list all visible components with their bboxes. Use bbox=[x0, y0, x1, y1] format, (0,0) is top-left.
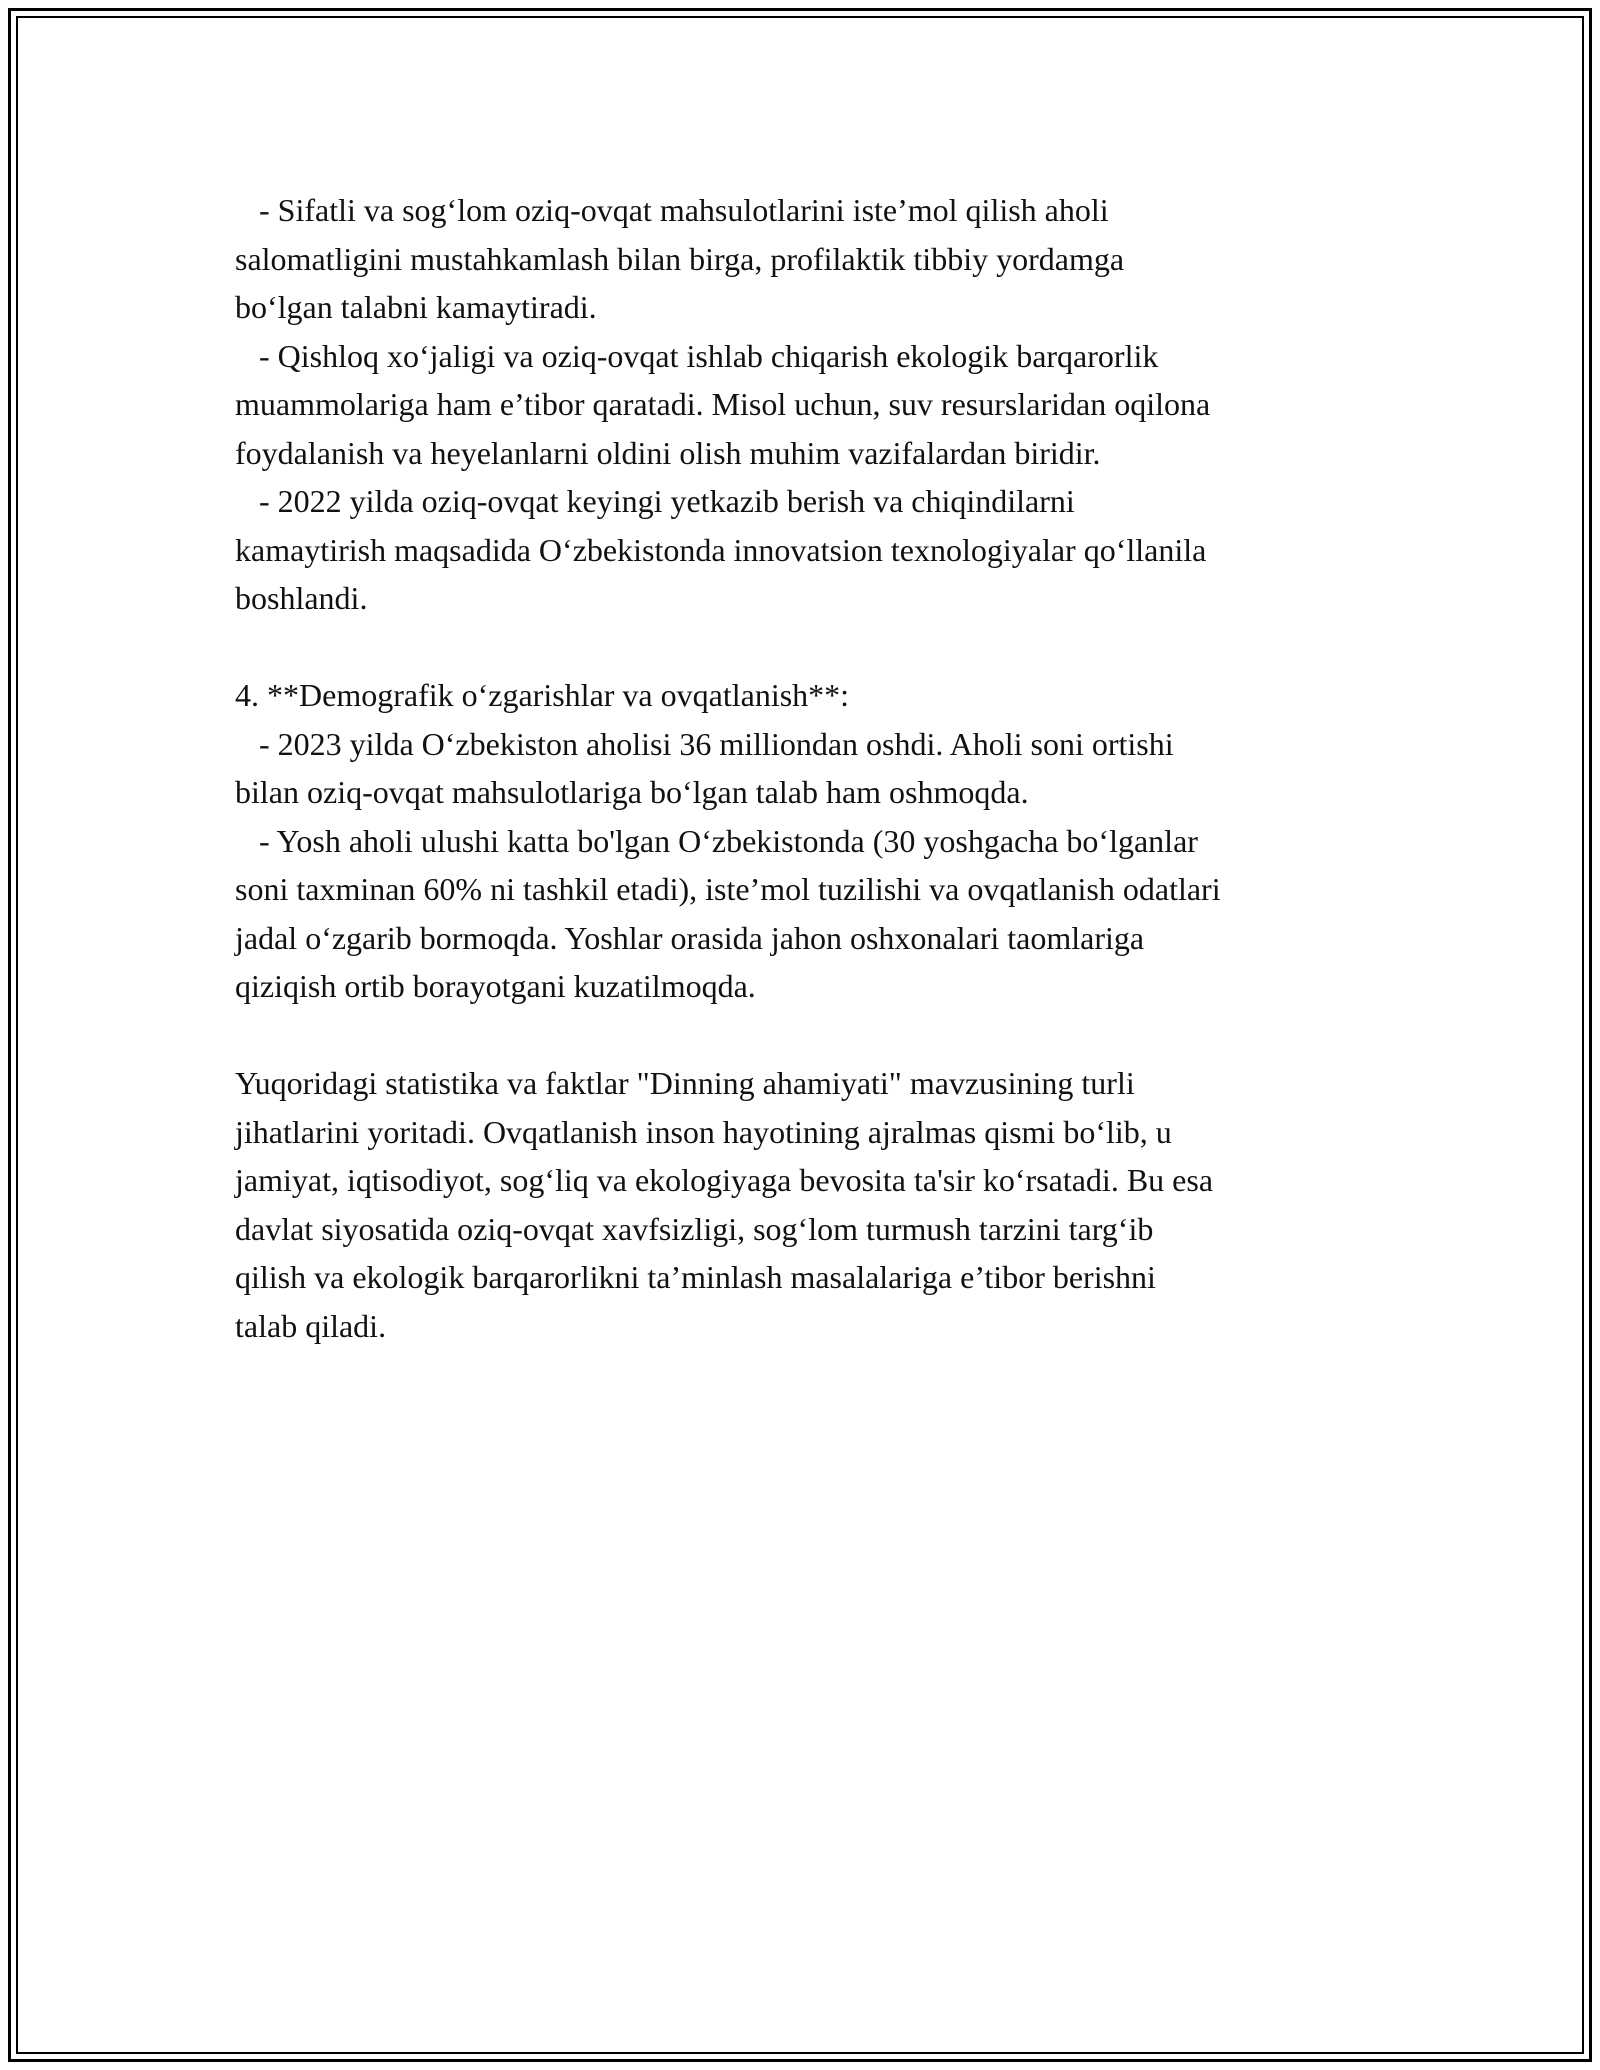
text-line: boshlandi. bbox=[235, 580, 368, 616]
text-line: qiziqish ortib borayotgani kuzatilmoqda. bbox=[235, 968, 756, 1004]
text-line: - Qishloq xo‘jaligi va oziq-ovqat ishlab chiqarish ekologik barqarorlik bbox=[235, 337, 1159, 374]
text-line: foydalanish va heyelanlarni oldini olish muhim vazifalardan biridir. bbox=[235, 434, 1101, 471]
paragraph-food-health-ecology bbox=[235, 186, 1380, 623]
paragraph-spacer bbox=[235, 1011, 1380, 1060]
paragraph-spacer bbox=[235, 623, 1380, 672]
text-line: davlat siyosatida oziq-ovqat xavfsizligi, sog‘lom turmush tarzini targ‘ib bbox=[235, 1210, 1154, 1247]
text-line: talab qiladi. bbox=[235, 1307, 387, 1344]
text-line: bilan oziq-ovqat mahsulotlariga bo‘lgan talab ham oshmoqda. bbox=[235, 774, 1029, 810]
document-body bbox=[235, 186, 1380, 1350]
text-line: Yuqoridagi statistika va faktlar "Dinning ahamiyati" mavzusining turli bbox=[235, 1065, 1135, 1101]
section-heading: 4. **Demografik o‘zgarishlar va ovqatlanish**: bbox=[235, 677, 850, 713]
text-line: kamaytirish maqsadida O‘zbekistonda innovatsion texnologiyalar qo‘llanila bbox=[235, 531, 1207, 568]
text-line: - 2022 yilda oziq-ovqat keyingi yetkazib berish va chiqindilarni bbox=[235, 483, 1075, 519]
text-line: jadal o‘zgarib bormoqda. Yoshlar orasida jahon oshxonalari taomlariga bbox=[235, 919, 1145, 956]
text-line: - 2023 yilda O‘zbekiston aholisi 36 milliondan oshdi. Aholi soni ortishi bbox=[235, 725, 1174, 762]
text-line: jihatlarini yoritadi. Ovqatlanish inson hayotining ajralmas qismi bo‘lib, u bbox=[235, 1113, 1172, 1150]
text-line: - Sifatli va sog‘lom oziq-ovqat mahsulotlarini iste’mol qilish aholi bbox=[235, 192, 1109, 228]
paragraph-conclusion bbox=[235, 1059, 1380, 1350]
text-line: salomatligini mustahkamlash bilan birga, profilaktik tibbiy yordamga bbox=[235, 240, 1125, 277]
text-line: qilish va ekologik barqarorlikni ta’minlash masalalariga e’tibor berishni bbox=[235, 1259, 1156, 1295]
paragraph-demographic-changes bbox=[235, 671, 1380, 1011]
text-line: jamiyat, iqtisodiyot, sog‘liq va ekologiyaga bevosita ta'sir ko‘rsatadi. Bu esa bbox=[235, 1162, 1214, 1198]
text-line: muammolariga ham e’tibor qaratadi. Misol uchun, suv resurslaridan oqilona bbox=[235, 386, 1211, 422]
text-line: soni taxminan 60% ni tashkil etadi), iste’mol tuzilishi va ovqatlanish odatlari bbox=[235, 871, 1221, 907]
text-line: - Yosh aholi ulushi katta bo'lgan O‘zbekistonda (30 yoshgacha bo‘lganlar bbox=[235, 822, 1198, 859]
text-line: bo‘lgan talabni kamaytiradi. bbox=[235, 289, 597, 325]
